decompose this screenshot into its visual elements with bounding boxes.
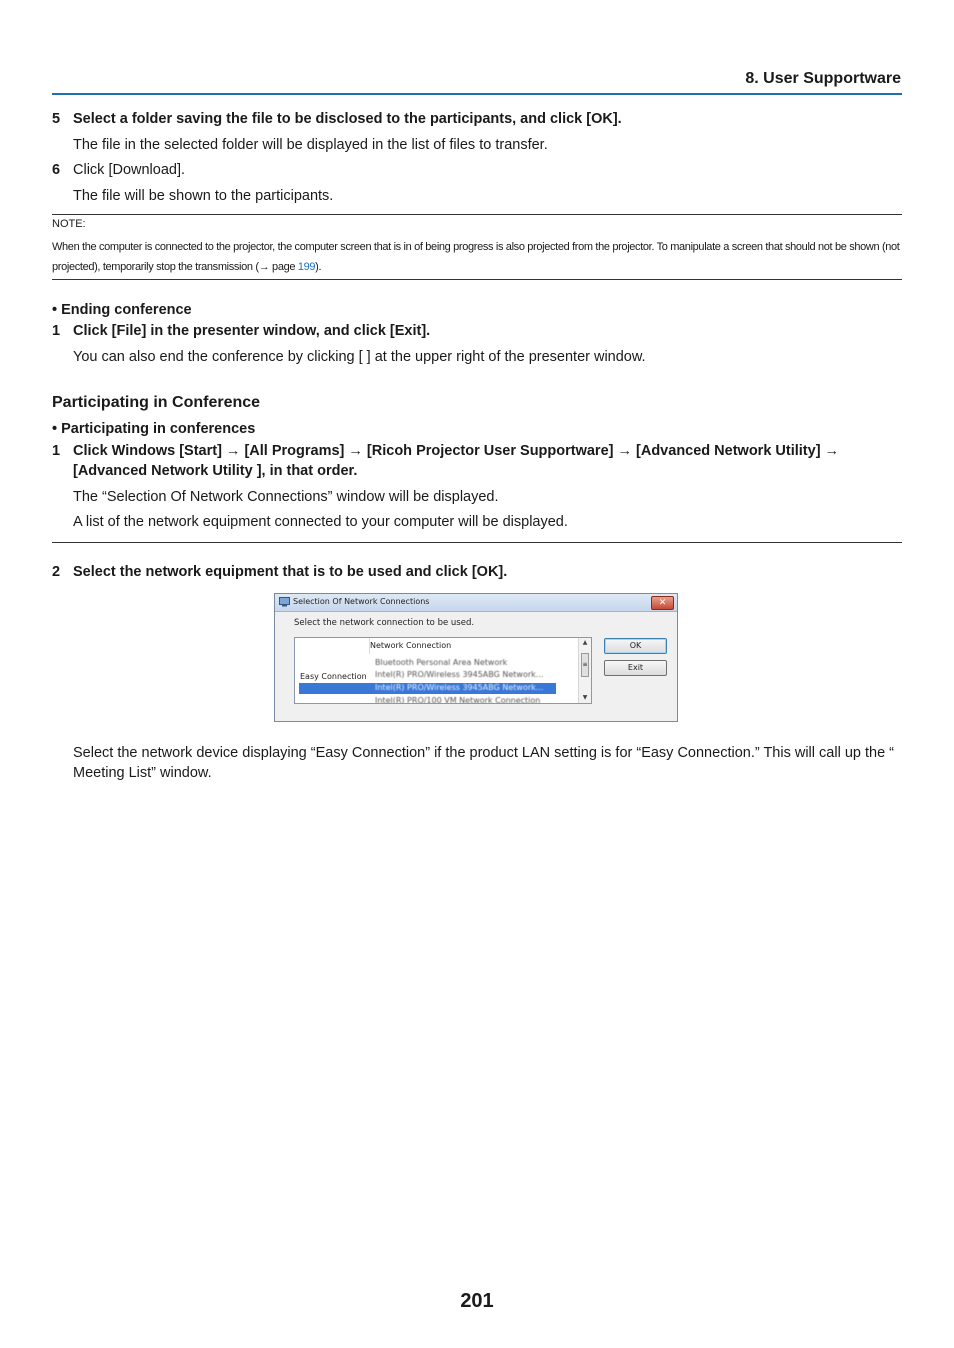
step-5-description: The file in the selected folder will be displayed in the list of files to transfer. [73,137,548,153]
note-bottom-rule [52,279,902,280]
dialog-titlebar [275,594,677,612]
step-number: 2 [52,564,61,580]
step-text: Select the network equipment that is to be used and click [OK]. [73,564,508,580]
dialog-title: Selection Of Network Connections [293,597,430,606]
section-heading: Participating in Conference [52,394,261,411]
ending-step-1 [52,321,902,341]
step-6-description: The file will be shown to the participants. [73,188,334,204]
note-end: ). [315,261,322,273]
connection-list[interactable] [294,637,592,704]
list-item[interactable]: Intel(R) PRO/Wireless 3945ABG Network... [375,670,544,679]
step-text: Select a folder saving the file to be disclosed to the participants, and click [OK]. [73,111,622,127]
ending-conference-heading: • Ending conference [52,302,192,318]
chapter-title: 8. User Supportware [745,70,901,87]
scroll-up-icon[interactable]: ▲ [582,639,588,646]
page-link[interactable]: 199 [297,261,316,273]
exit-button[interactable]: Exit [604,660,667,676]
step-6 [52,160,902,180]
note-body: When the computer is connected to the projector, the computer screen that is in of being progress is also projected from the projector. To manipulate a screen that should not be shown (not projected), temporarily stop the transmission ( [52,241,900,273]
close-icon[interactable]: ✕ [651,596,674,610]
participating-description-1: The “Selection Of Network Connections” window will be displayed. [73,489,499,505]
scroll-thumb[interactable]: ≡ [581,653,589,677]
section-rule [52,542,902,543]
step-number: 1 [52,323,61,339]
step-text: Click Windows [Start] → [All Programs] → [Ricoh Projector User Supportware] → [Advanced Network Utility] → [Advanced Network Utility ], in that order. [73,443,840,479]
page-number: 201 [460,1290,494,1312]
step-5 [52,109,902,129]
note-top-rule [52,214,902,215]
step-text: Click [File] in the presenter window, and click [Exit]. [73,323,431,339]
dialog-prompt: Select the network connection to be used. [294,618,475,628]
scroll-down-icon[interactable]: ▼ [582,694,588,701]
header-rule [52,93,902,95]
list-item[interactable]: Intel(R) PRO/100 VM Network Connection [375,696,541,704]
network-icon [279,597,290,607]
participating-description-2: A list of the network equipment connected to your computer will be displayed. [73,514,568,530]
step-number: 5 [52,111,61,127]
list-scrollbar[interactable] [578,638,591,703]
participating-step-1 [52,441,902,481]
note-text [52,237,902,277]
column-header[interactable]: Network Connection [370,641,452,650]
list-item-selected[interactable]: Intel(R) PRO/Wireless 3945ABG Network... [375,683,544,692]
ending-description: You can also end the conference by clicking [ ] at the upper right of the presenter window. [73,349,646,365]
participating-heading: • Participating in conferences [52,421,256,437]
step-text: Click [Download]. [73,162,186,178]
participating-step-2 [52,562,902,582]
easy-connection-label: Easy Connection [300,672,367,681]
after-dialog-description: Select the network device displaying “Easy Connection” if the product LAN setting is for “Easy Connection.” This will call up the “ Meeting List” window. [73,745,894,781]
step-number: 6 [52,162,61,178]
step-number: 1 [52,443,61,459]
list-item[interactable]: Bluetooth Personal Area Network [375,658,508,667]
network-connections-dialog [274,593,678,722]
note-page-ref: → page [258,261,298,273]
note-label: NOTE: [52,218,86,230]
ok-button[interactable]: OK [604,638,667,654]
